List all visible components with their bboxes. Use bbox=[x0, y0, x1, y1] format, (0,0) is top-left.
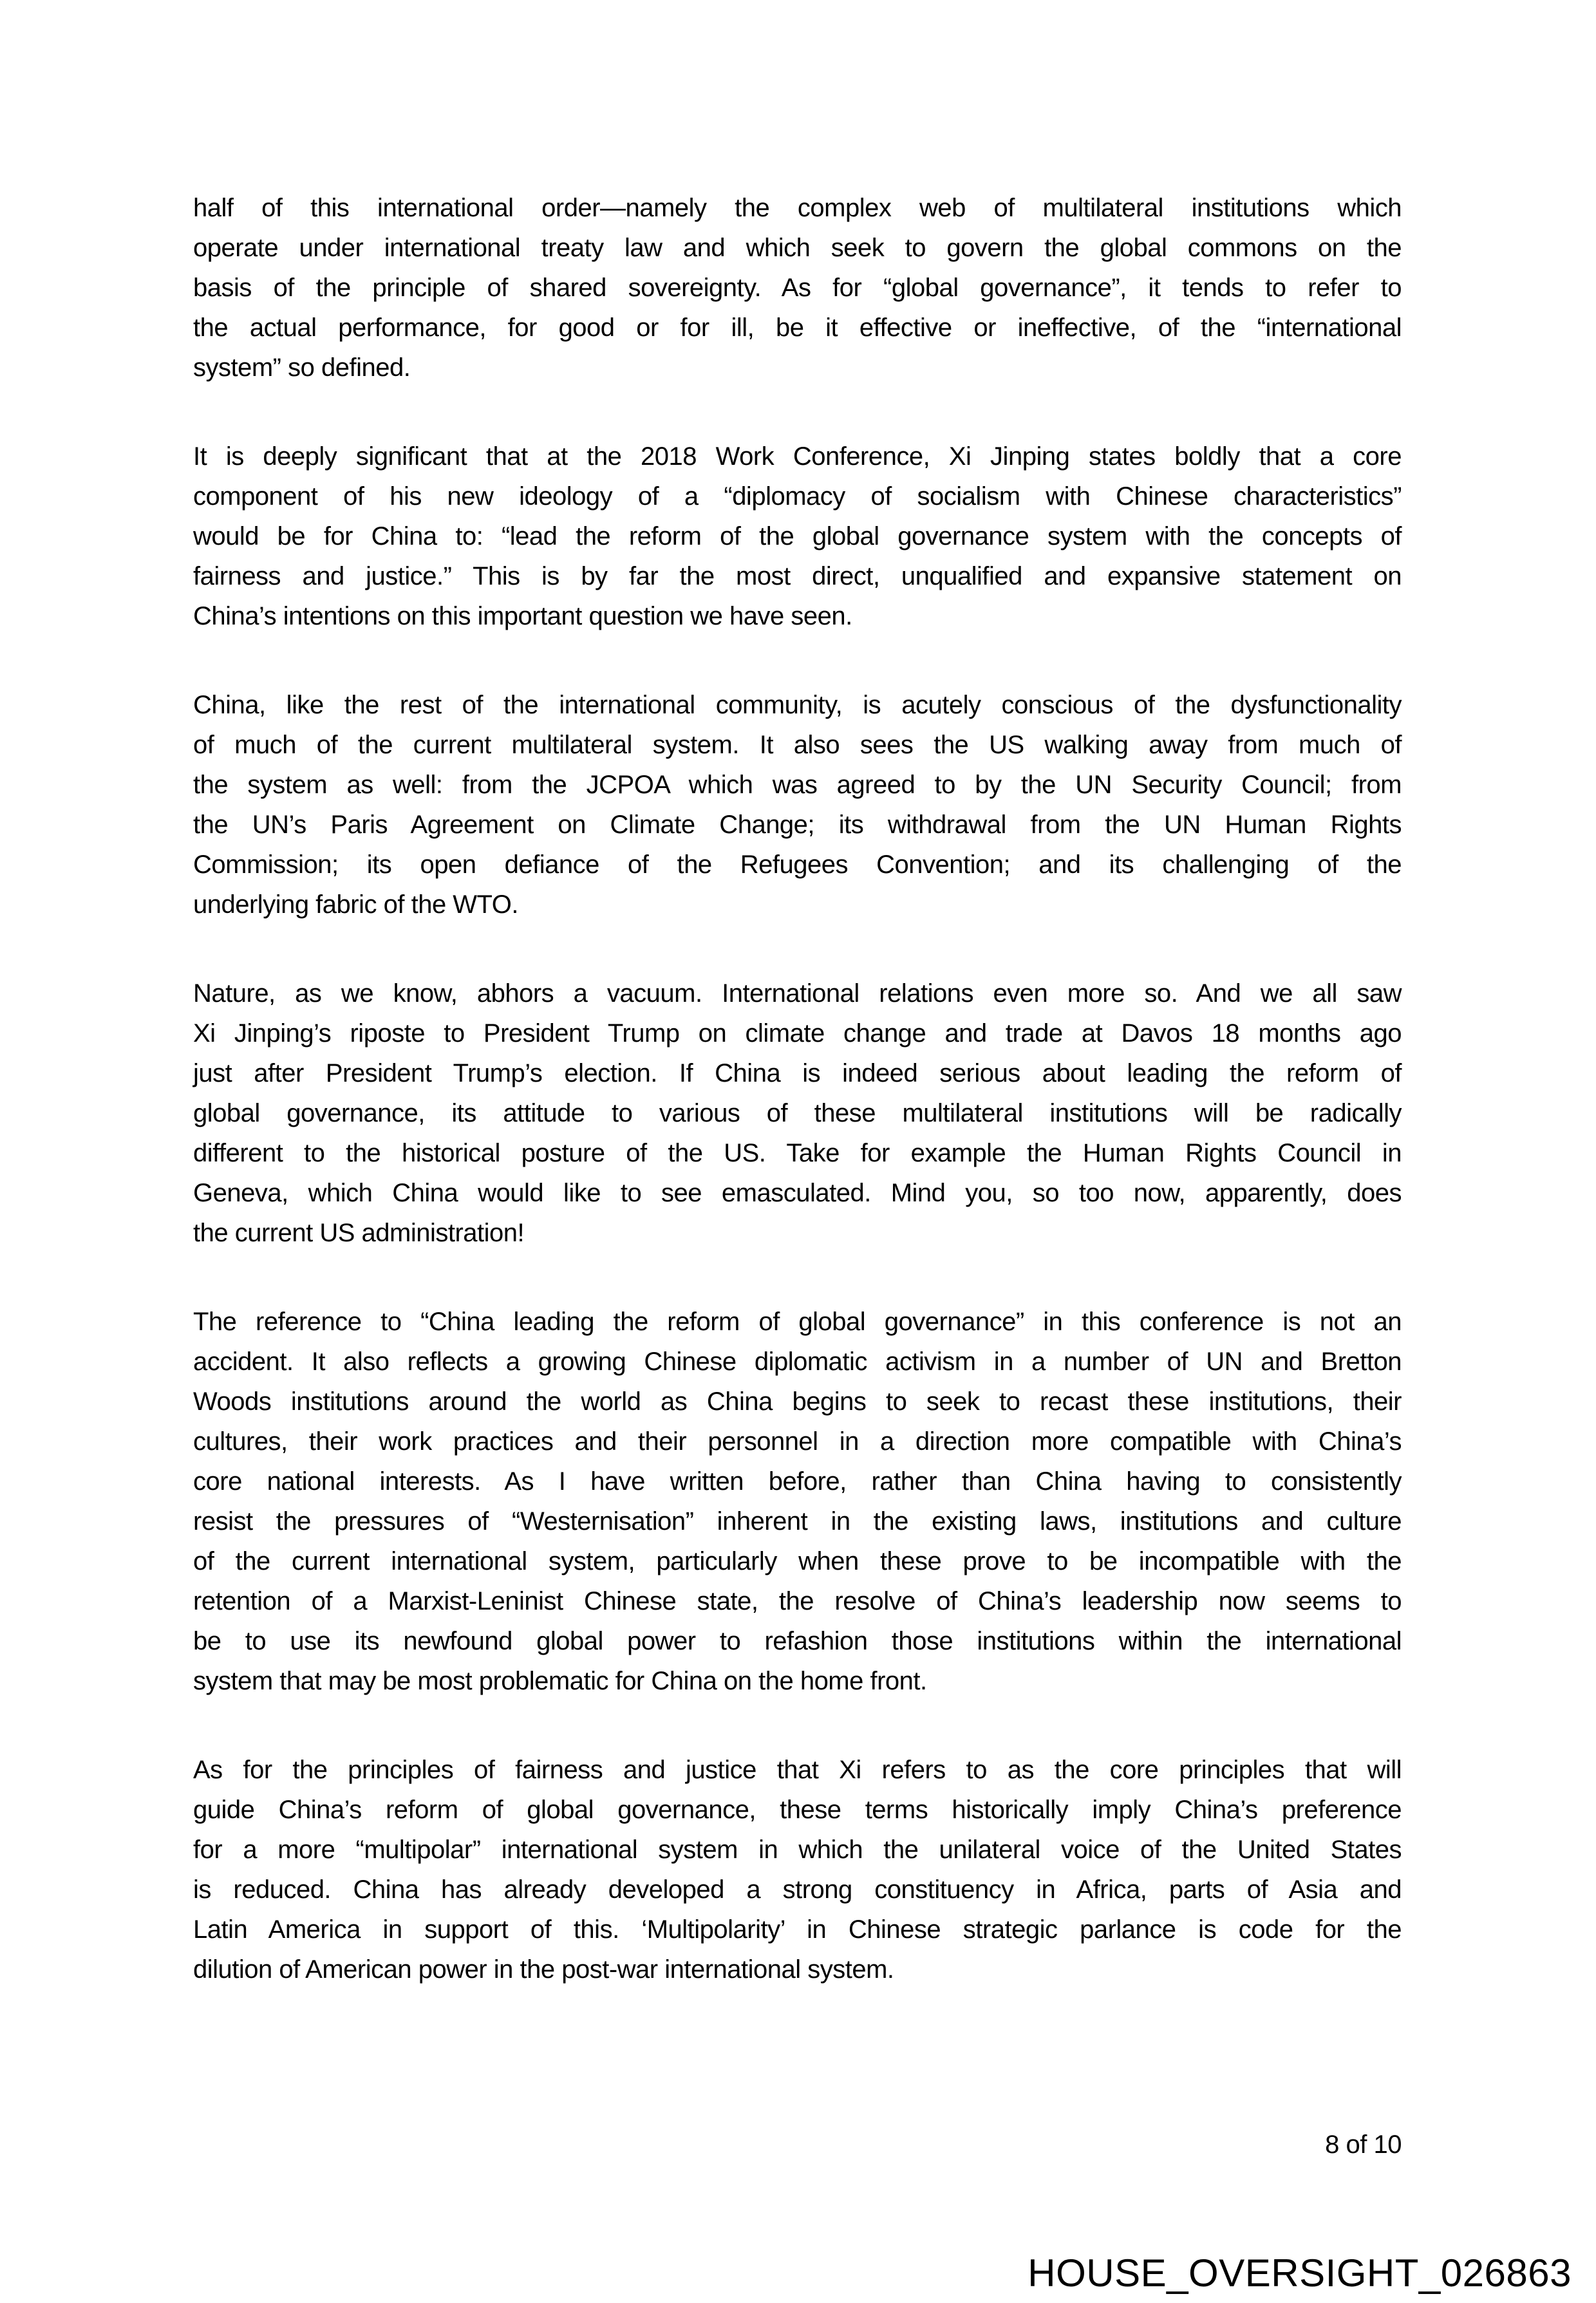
text-line: retention of a Marxist-Leninist Chinese state, the resolve of China’s leadership now seems to bbox=[193, 1587, 1402, 1615]
text-line: the UN’s Paris Agreement on Climate Change; its withdrawal from the UN Human Rights bbox=[193, 811, 1402, 839]
document-body bbox=[193, 188, 1402, 1989]
bates-stamp: HOUSE_OVERSIGHT_026863 bbox=[1028, 2251, 1572, 2295]
text-line: of much of the current multilateral system. It also sees the US walking away from much of bbox=[193, 731, 1402, 759]
paragraph bbox=[193, 188, 1402, 388]
text-line: fairness and justice.” This is by far the most direct, unqualified and expansive statement on bbox=[193, 562, 1402, 590]
text-line: of the current international system, particularly when these prove to be incompatible with the bbox=[193, 1547, 1402, 1575]
text-line: resist the pressures of “Westernisation” inherent in the existing laws, institutions and culture bbox=[193, 1507, 1402, 1536]
text-line: the actual performance, for good or for ill, be it effective or ineffective, of the “international bbox=[193, 314, 1402, 342]
paragraph bbox=[193, 437, 1402, 636]
text-line: As for the principles of fairness and justice that Xi refers to as the core principles that will bbox=[193, 1756, 1402, 1784]
paragraph bbox=[193, 685, 1402, 925]
paragraph bbox=[193, 1750, 1402, 1989]
text-line: is reduced. China has already developed a strong constituency in Africa, parts of Asia and bbox=[193, 1875, 1402, 1904]
text-line: cultures, their work practices and their personnel in a direction more compatible with China’s bbox=[193, 1427, 1402, 1456]
text-line: Latin America in support of this. ‘Multipolarity’ in Chinese strategic parlance is code for the bbox=[193, 1915, 1402, 1944]
text-line: system” so defined. bbox=[193, 353, 411, 382]
text-line: China’s intentions on this important question we have seen. bbox=[193, 602, 852, 630]
text-line: underlying fabric of the WTO. bbox=[193, 890, 518, 919]
text-line: accident. It also reflects a growing Chinese diplomatic activism in a number of UN and Bretton bbox=[193, 1348, 1402, 1376]
text-line: would be for China to: “lead the reform of the global governance system with the concepts of bbox=[193, 522, 1402, 550]
text-line: for a more “multipolar” international system in which the unilateral voice of the United States bbox=[193, 1836, 1402, 1864]
text-line: The reference to “China leading the reform of global governance” in this conference is not an bbox=[193, 1308, 1402, 1336]
text-line: just after President Trump’s election. If China is indeed serious about leading the reform of bbox=[193, 1059, 1402, 1087]
text-line: Woods institutions around the world as China begins to seek to recast these institutions, their bbox=[193, 1387, 1402, 1416]
text-line: be to use its newfound global power to refashion those institutions within the international bbox=[193, 1627, 1402, 1655]
page-number: 8 of 10 bbox=[1325, 2130, 1402, 2159]
text-line: Commission; its open defiance of the Refugees Convention; and its challenging of the bbox=[193, 851, 1402, 879]
text-line: Nature, as we know, abhors a vacuum. International relations even more so. And we all saw bbox=[193, 979, 1402, 1008]
text-line: basis of the principle of shared sovereignty. As for “global governance”, it tends to refer to bbox=[193, 274, 1402, 302]
text-line: system that may be most problematic for China on the home front. bbox=[193, 1667, 927, 1695]
text-line: Xi Jinping’s riposte to President Trump on climate change and trade at Davos 18 months ago bbox=[193, 1019, 1402, 1048]
paragraph bbox=[193, 1302, 1402, 1701]
text-line: different to the historical posture of the US. Take for example the Human Rights Council in bbox=[193, 1139, 1402, 1167]
paragraph bbox=[193, 973, 1402, 1253]
text-line: China, like the rest of the international community, is acutely conscious of the dysfunctionality bbox=[193, 691, 1402, 719]
text-line: dilution of American power in the post-war international system. bbox=[193, 1955, 894, 1984]
text-line: the system as well: from the JCPOA which was agreed to by the UN Security Council; from bbox=[193, 771, 1402, 799]
text-line: It is deeply significant that at the 2018 Work Conference, Xi Jinping states boldly that a core bbox=[193, 442, 1402, 471]
text-line: component of his new ideology of a “diplomacy of socialism with Chinese characteristics” bbox=[193, 482, 1402, 511]
text-line: guide China’s reform of global governance, these terms historically imply China’s preference bbox=[193, 1796, 1402, 1824]
text-line: the current US administration! bbox=[193, 1219, 525, 1247]
text-line: global governance, its attitude to various of these multilateral institutions will be radically bbox=[193, 1099, 1402, 1127]
text-line: Geneva, which China would like to see emasculated. Mind you, so too now, apparently, does bbox=[193, 1179, 1402, 1207]
text-line: operate under international treaty law and which seek to govern the global commons on the bbox=[193, 234, 1402, 262]
text-line: half of this international order—namely the complex web of multilateral institutions which bbox=[193, 194, 1402, 222]
text-line: core national interests. As I have written before, rather than China having to consistently bbox=[193, 1467, 1402, 1496]
